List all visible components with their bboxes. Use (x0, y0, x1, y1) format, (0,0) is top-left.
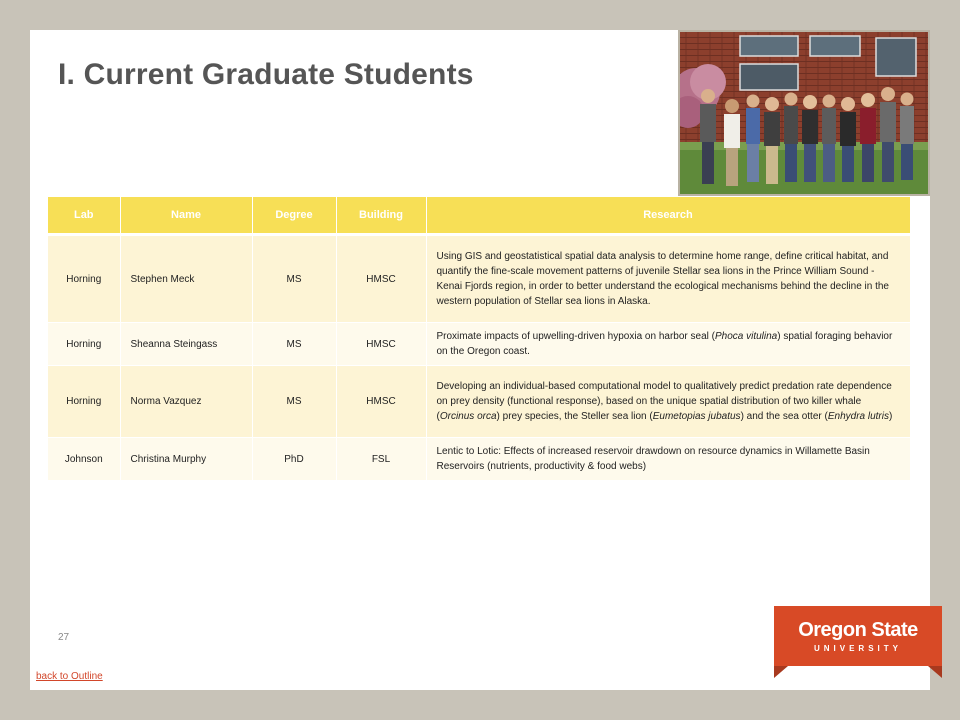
cell-research (426, 366, 910, 438)
group-photo (678, 30, 930, 196)
cell-lab: Johnson (48, 438, 120, 481)
header-degree: Degree (252, 197, 336, 235)
oregon-state-logo (774, 606, 942, 678)
cell-research: Using GIS and geostatistical spatial data analysis to determine home range, define critical habitat, and quantify the fine-scale movement patterns of juvenile Stellar sea lions in the Prince William Sound - Kenai Fjords region, in order to better understand the ecological mechanisms behind the decline in the western population of Stellar sea lions in Alaska. (426, 235, 910, 323)
cell-name: Norma Vazquez (120, 366, 252, 438)
students-table (48, 197, 911, 481)
table-row (48, 235, 910, 323)
logo-fold (928, 666, 942, 678)
logo-wordmark: Oregon State (798, 619, 918, 641)
cell-name: Sheanna Steingass (120, 323, 252, 366)
back-to-outline-link[interactable]: back to Outline (36, 671, 103, 682)
cell-lab: Horning (48, 366, 120, 438)
slide (30, 30, 930, 690)
cell-degree: MS (252, 366, 336, 438)
header-name: Name (120, 197, 252, 235)
cell-lab: Horning (48, 235, 120, 323)
cell-name: Christina Murphy (120, 438, 252, 481)
cell-building: HMSC (336, 323, 426, 366)
header-research: Research (426, 197, 910, 235)
cell-building: HMSC (336, 235, 426, 323)
research-text: ) (888, 411, 893, 422)
species-name: Phoca vitulina (714, 331, 778, 342)
cell-degree: MS (252, 323, 336, 366)
species-name: Enhydra lutris (827, 411, 889, 422)
research-text: ) spatial foraging behavior on the Oregon coast. (436, 331, 893, 357)
logo-fold (774, 666, 788, 678)
cell-degree: PhD (252, 438, 336, 481)
cell-name: Stephen Meck (120, 235, 252, 323)
table-row (48, 323, 910, 366)
research-text: Proximate impacts of upwelling-driven hypoxia on harbor seal ( (436, 331, 715, 342)
slide-title: I. Current Graduate Students (58, 58, 474, 91)
cell-building: FSL (336, 438, 426, 481)
cell-lab: Horning (48, 323, 120, 366)
table-header-row (48, 197, 910, 235)
research-text: ) prey species, the Steller sea lion ( (496, 411, 653, 422)
page-number: 27 (58, 632, 70, 643)
cell-degree: MS (252, 235, 336, 323)
cell-building: HMSC (336, 366, 426, 438)
logo-subtitle: UNIVERSITY (813, 644, 902, 653)
table-row (48, 438, 910, 481)
table-row (48, 366, 910, 438)
species-name: Orcinus orca (439, 411, 497, 422)
header-building: Building (336, 197, 426, 235)
cell-research: Lentic to Lotic: Effects of increased reservoir drawdown on resource dynamics in Willamette Basin Reservoirs (nutrients, productivity & food webs) (426, 438, 910, 481)
research-text: Developing an individual-based computational model to qualitatively predict predation rate dependence on prey density (functional response), based on the unique spatial distribution of two killer whale ( (436, 381, 892, 422)
research-text: ) and the sea otter ( (740, 411, 828, 422)
cell-research (426, 323, 910, 366)
header-lab: Lab (48, 197, 120, 235)
species-name: Eumetopias jubatus (652, 411, 741, 422)
